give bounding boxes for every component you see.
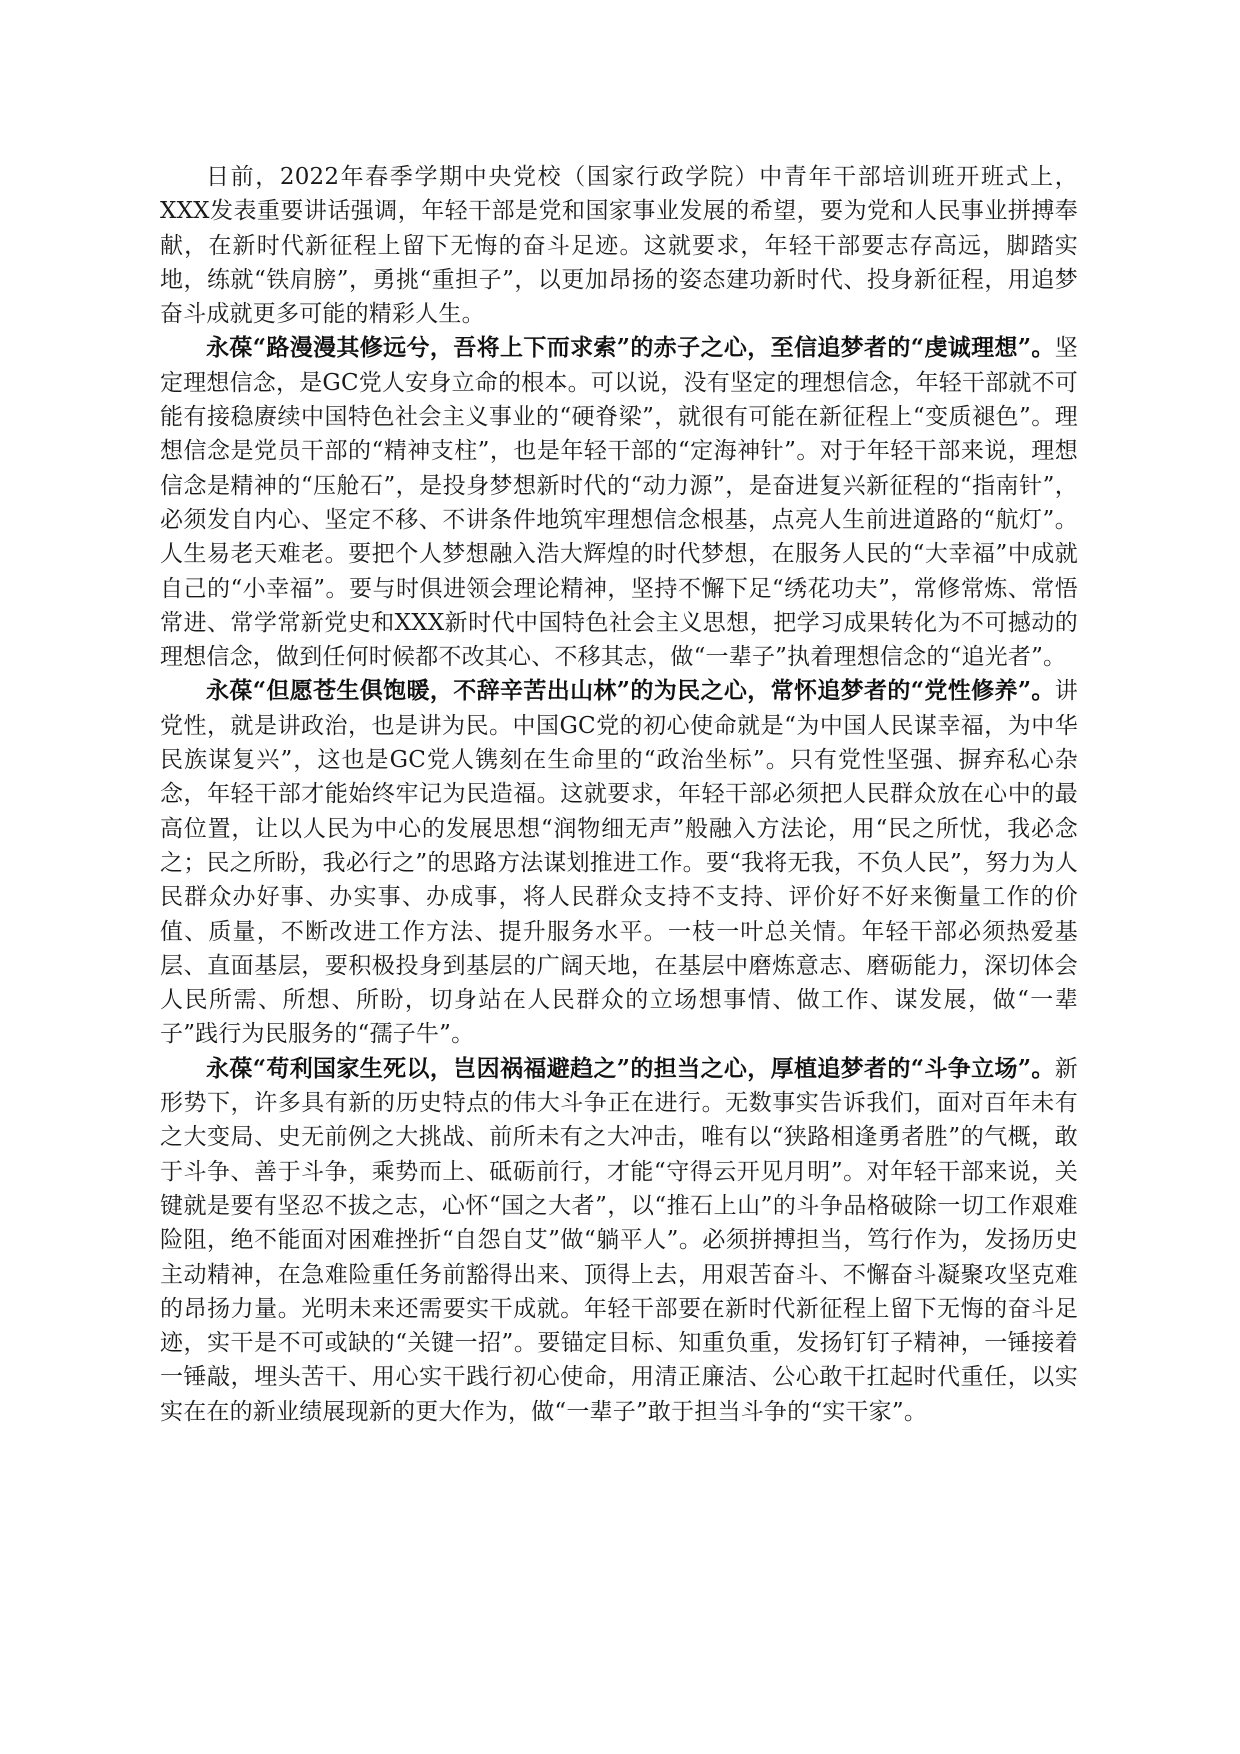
paragraph-party-spirit <box>160 674 1078 1051</box>
paragraph-body: 坚定理想信念，是GC党人安身立命的根本。可以说，没有坚定的理想信念，年轻干部就不可能有接稳赓续中国特色社会主义事业的“硬脊梁”，就很有可能在新征程上“变质褪色”。理想信念是党员干部的“精神支柱”，也是年轻干部的“定海神针”。对于年轻干部来说，理想信念是精神的“压舱石”，是投身梦想新时代的“动力源”，是奋进复兴新征程的“指南针”，必须发自内心、坚定不移、不讲条件地筑牢理想信念根基，点亮人生前进道路的“航灯”。人生易老天难老。要把个人梦想融入浩大辉煌的时代梦想，在服务人民的“大幸福”中成就自己的“小幸福”。要与时俱进领会理论精神，坚持不懈下足“绣花功夫”，常修常炼、常悟常进、常学常新党史和XXX新时代中国特色社会主义思想，把学习成果转化为不可撼动的理想信念，做到任何时候都不改其心、不移其志，做“一辈子”执着理想信念的“追光者”。 <box>160 335 1078 671</box>
paragraph-body: 讲党性，就是讲政治，也是讲为民。中国GC党的初心使命就是“为中国人民谋幸福，为中华民族谋复兴”，这也是GC党人镌刻在生命里的“政治坐标”。只有党性坚强、摒弃私心杂念，年轻干部才能始终牢记为民造福。这就要求，年轻干部必须把人民群众放在心中的最高位置，让以人民为中心的发展思想“润物细无声”般融入方法论，用“民之所忧，我必念之；民之所盼，我必行之”的思路方法谋划推进工作。要“我将无我，不负人民”，努力为人民群众办好事、办实事、办成事，将人民群众支持不支持、评价好不好来衡量工作的价值、质量，不断改进工作方法、提升服务水平。一枝一叶总关情。年轻干部必须热爱基层、直面基层，要积极投身到基层的广阔天地，在基层中磨炼意志、磨砺能力，深切体会人民所需、所想、所盼，切身站在人民群众的立场想事情、做工作、谋发展，做“一辈子”践行为民服务的“孺子牛”。 <box>160 678 1078 1048</box>
paragraph-struggle <box>160 1052 1078 1429</box>
paragraph-intro <box>160 160 1078 331</box>
paragraph-lead: 永葆“但愿苍生俱饱暖，不辞辛苦出山林”的为民之心，常怀追梦者的“党性修养”。 <box>206 677 1055 705</box>
paragraph-body: 新形势下，许多具有新的历史特点的伟大斗争正在进行。无数事实告诉我们，面对百年未有之大变局、史无前例之大挑战、前所未有之大冲击，唯有以“狭路相逢勇者胜”的气概，敢于斗争、善于斗争，乘势而上、砥砺前行，才能“守得云开见月明”。对年轻干部来说，关键就是要有坚忍不拔之志，心怀“国之大者”，以“推石上山”的斗争品格破除一切工作艰难险阻，绝不能面对困难挫折“自怨自艾”做“躺平人”。必须拼搏担当，笃行作为，发扬历史主动精神，在急难险重任务前豁得出来、顶得上去，用艰苦奋斗、不懈奋斗凝聚攻坚克难的昂扬力量。光明未来还需要实干成就。年轻干部要在新时代新征程上留下无悔的奋斗足迹，实干是不可或缺的“关键一招”。要锚定目标、知重负重，发扬钉钉子精神，一锤接着一锤敲，埋头苦干、用心实干践行初心使命，用清正廉洁、公心敢干扛起时代重任，以实实在在的新业绩展现新的更大作为，做“一辈子”敢于担当斗争的“实干家”。 <box>160 1055 1078 1425</box>
paragraph-ideals <box>160 331 1078 674</box>
document-page <box>160 160 1078 1429</box>
paragraph-lead: 永葆“苟利国家生死以，岂因祸福避趋之”的担当之心，厚植追梦者的“斗争立场”。 <box>206 1054 1055 1082</box>
paragraph-lead: 永葆“路漫漫其修远兮，吾将上下而求索”的赤子之心，至信追梦者的“虔诚理想”。 <box>206 334 1055 362</box>
paragraph-body: 日前，2022年春季学期中央党校（国家行政学院）中青年干部培训班开班式上，XXX发表重要讲话强调，年轻干部是党和国家事业发展的希望，要为党和人民事业拼搏奉献，在新时代新征程上留下无悔的奋斗足迹。这就要求，年轻干部要志存高远，脚踏实地，练就“铁肩膀”，勇挑“重担子”，以更加昂扬的姿态建功新时代、投身新征程，用追梦奋斗成就更多可能的精彩人生。 <box>160 164 1078 328</box>
